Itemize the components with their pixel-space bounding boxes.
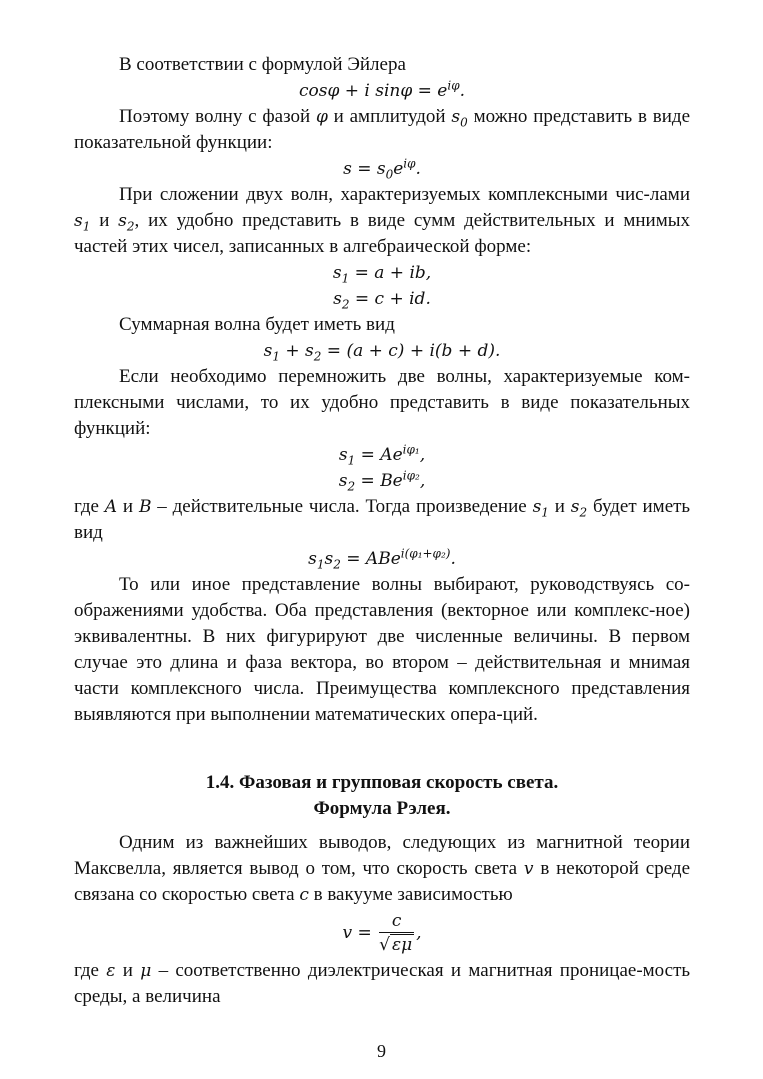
paragraph-sum-wave: Суммарная волна будет иметь вид: [119, 314, 395, 335]
formula-speed-of-light: v = $\frac{c}{√ \varepsilon\mu}$ ,: [342, 911, 422, 955]
formula-s2-algebraic: $s_2 = c$ + id.: [333, 289, 431, 312]
paragraph-representation: То или иное представление волны выбирают, руководствуясь со-ображениями удобства. Оба представления (векторное или комплекс-ное) эквивалентны. В них фигурируют две численные величины. В первом случае это длина и фаза вектора, во втором – действительная и мнимая части комплексного числа. Преимущества комплексного представления выявляются при выполнении математических опера-ций.: [74, 574, 690, 725]
paragraph-wave-phase: Поэтому волну с фазой φ и амплитудой $s_0$ можно представить в виде показательной функции:: [74, 106, 691, 153]
formula-s1-exp: $s_1 = Ae^{i\varphi_1}$,: [338, 442, 426, 468]
formula-product: $s_1s_2 = ABe^{i(\varphi_1+\varphi_2)}$.: [308, 546, 456, 572]
paragraph-euler-intro: В соответствии с формулой Эйлера: [119, 54, 406, 75]
paragraph-wave-sum: При сложении двух волн, характеризуемых комплексными чис-лами $s_1$ и $s_2$, их удобно представить в виде сумм действительных и мнимых частей этих чисел, записанных в алгебраической форме:: [74, 184, 691, 257]
formula-exponential: $s = s_0e^{i\varphi}$.: [343, 156, 421, 182]
formula-s2-exp: $s_2 = Be^{i\varphi_2}$,: [338, 468, 426, 494]
section-heading-line1: 1.4. Фазовая и групповая скорость света.: [205, 772, 559, 793]
page-number: 9: [377, 1041, 386, 1061]
formula-sum: $s_1 + s_2 = (a + c) + i(b + d)$.: [263, 341, 501, 364]
page-body: [74, 52, 690, 1010]
paragraph-maxwell: Одним из важнейших выводов, следующих из магнитной теории Максвелла, является вывод о том, что скорость света v в некоторой среде связана со скоростью света c в вакууме зависимостью: [74, 832, 691, 905]
paragraph-permittivity: где ε и μ – соответственно диэлектрическая и магнитная проницае-мость среды, а величина: [74, 960, 691, 1007]
section-heading-line2: Формула Рэлея.: [313, 798, 451, 819]
formula-euler: cosφ + i $\sin\varphi = e^{i\varphi}$.: [298, 78, 466, 101]
paragraph-multiply: Если необходимо перемножить две волны, характеризуемые ком-плексными числами, то их удобно представить в виде показательных функций:: [74, 366, 690, 439]
fraction: $\frac{c}{√ \varepsilon\mu}$: [379, 911, 413, 955]
paragraph-product: где A и B – действительные числа. Тогда произведение $s_1$ и $s_2$ будет иметь вид: [74, 496, 691, 543]
formula-s1-algebraic: $s_1 = a$ + ib,: [332, 263, 432, 286]
